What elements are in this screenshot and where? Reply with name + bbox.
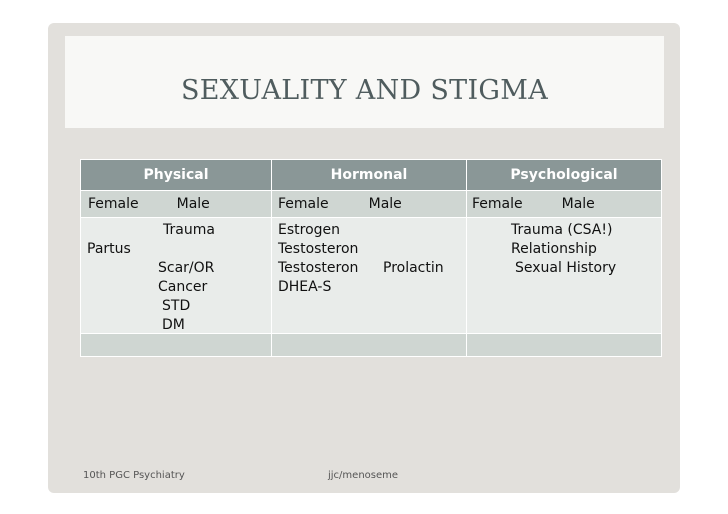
physical-std: STD (162, 298, 191, 314)
footer-left: 10th PGC Psychiatry (83, 470, 185, 481)
physical-cancer: Cancer (158, 279, 208, 295)
header-hormonal: Hormonal (272, 160, 467, 191)
psychological-cell (467, 218, 662, 334)
psychological-item: Trauma (CSA!) (511, 222, 613, 238)
hormonal-female-label: Female (278, 196, 329, 212)
physical-scar-or: Scar/OR (158, 260, 215, 276)
physical-cell (81, 218, 272, 334)
physical-female-label: Female (88, 196, 139, 212)
physical-partus: Partus (87, 241, 131, 257)
hormonal-female-item: Estrogen (278, 222, 341, 238)
table-header-row (81, 160, 662, 191)
psychological-male-label: Male (561, 196, 595, 212)
hormonal-male-label: Male (368, 196, 402, 212)
physical-male-label: Male (176, 196, 210, 212)
footer-center: jjc/menoseme (328, 470, 399, 481)
physical-trauma: Trauma (163, 222, 215, 238)
physical-dm: DM (162, 317, 185, 333)
psychological-sub-cell (467, 191, 662, 218)
table-row-empty (81, 334, 662, 357)
title-band (65, 36, 664, 128)
hormonal-female-item: DHEA-S (278, 279, 332, 295)
psychological-item: Sexual History (515, 260, 617, 276)
hormonal-female-item: Testosteron (278, 260, 359, 276)
psychological-female-label: Female (472, 196, 523, 212)
hormonal-female-item: Testosteron (278, 241, 359, 257)
table-subheader-row (81, 191, 662, 218)
slide-title: SEXUALITY AND STIGMA (180, 75, 549, 106)
physical-sub-cell (81, 191, 272, 218)
hormonal-sub-cell (272, 191, 467, 218)
psychological-item: Relationship (511, 241, 597, 257)
header-physical: Physical (81, 160, 272, 191)
hormonal-male-item: Prolactin (383, 260, 444, 276)
stigma-table (80, 159, 662, 357)
table-row (81, 218, 662, 334)
header-psychological: Psychological (467, 160, 662, 191)
hormonal-cell (272, 218, 467, 334)
